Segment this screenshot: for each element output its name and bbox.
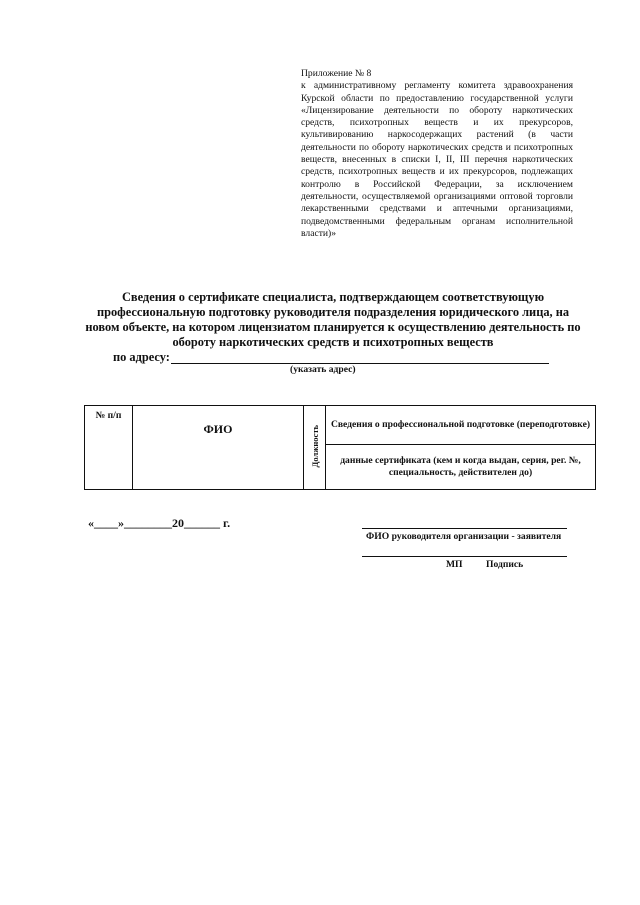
stamp-label: МП bbox=[446, 559, 463, 570]
document-title: Сведения о сертификате специалиста, подтверждающем соответствующую профессиональную подготовку руководителя подразделения юридического лица, на новом объекте, на котором лицензиатом планируется к осуществлению деятельность по обороту наркотических средств и психотропных веществ bbox=[85, 290, 581, 349]
address-blank-line bbox=[171, 363, 549, 364]
certificate-table bbox=[84, 405, 596, 490]
appendix-heading: Приложение № 8 bbox=[301, 68, 372, 79]
header-certificate-data: данные сертификата (кем и когда выдан, серия, рег. №, специальность, действителен до) bbox=[326, 444, 596, 489]
sign-label: Подпись bbox=[486, 559, 524, 570]
fio-label: ФИО руководителя организации - заявителя bbox=[366, 531, 562, 542]
header-training-info: Сведения о профессиональной подготовке (переподготовке) bbox=[326, 406, 596, 445]
date-line: «____»________20______ г. bbox=[88, 516, 231, 530]
appendix-block bbox=[301, 68, 573, 240]
appendix-text: к административному регламенту комитета здравоохранения Курской области по предоставлению государственной услуги «Лицензирование деятельности по обороту наркотических средств, психотропных веществ и их прекурсоров, культивированию наркосодержащих растений (в части деятельности по обороту наркотических средств и психотропных веществ, внесенных в списки I, II, III перечня наркотических средств, психотропных веществ и их прекурсоров, подлежащих контролю в Российской Федерации, за исключением деятельности, осуществляемой организациями оптовой торговли лекарственными средствами и аптечными организациями, подведомственными федеральным органам исполнительной власти)» bbox=[301, 80, 573, 239]
sign-line bbox=[362, 556, 567, 557]
header-number: № п/п bbox=[85, 406, 133, 490]
header-position-text: Должность bbox=[309, 424, 320, 468]
address-row bbox=[113, 350, 553, 365]
address-label: по адресу: bbox=[113, 350, 170, 364]
header-position bbox=[304, 406, 326, 490]
header-fio: ФИО bbox=[133, 406, 304, 490]
fio-signature-line bbox=[362, 528, 567, 529]
address-hint: (указать адрес) bbox=[290, 364, 356, 375]
